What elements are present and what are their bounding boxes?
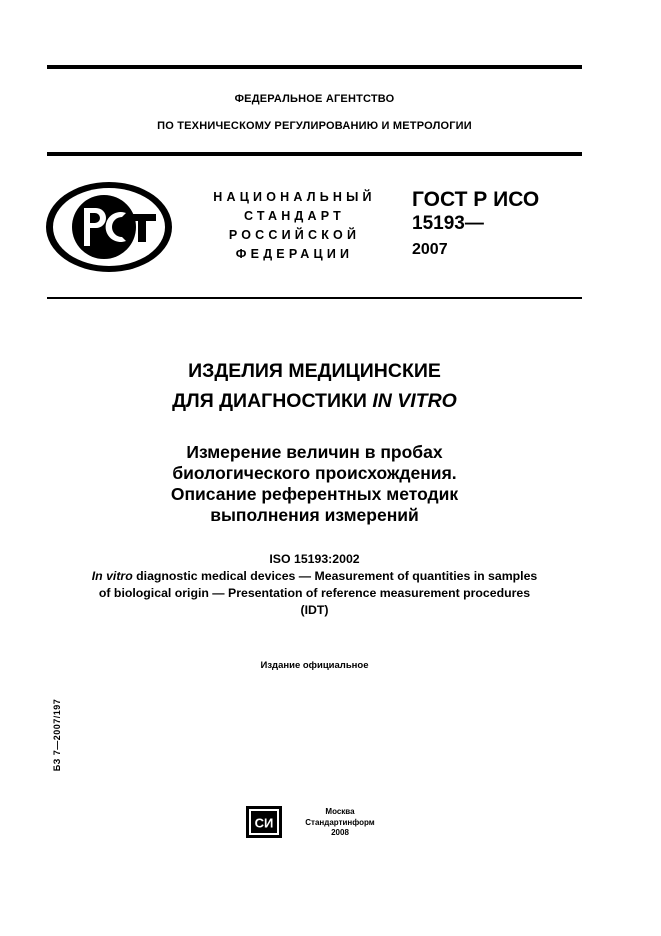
agency-name-line2: ПО ТЕХНИЧЕСКОМУ РЕГУЛИРОВАНИЮ И МЕТРОЛОГИИ — [157, 120, 472, 132]
subtitle-line: биологического происхождения. — [172, 463, 457, 483]
title-line1: ИЗДЕЛИЯ МЕДИЦИНСКИЕ — [188, 360, 441, 382]
subtitle-line: Измерение величин в пробах — [186, 442, 443, 462]
iso-reference — [47, 551, 582, 619]
publisher-info — [292, 807, 388, 839]
national-standard-line: ФЕДЕРАЦИИ — [235, 247, 354, 261]
side-code: БЗ 7—2007/197 — [52, 698, 62, 772]
national-standard-label — [202, 188, 387, 264]
iso-title-line2: of biological origin — Presentation of reference measurement procedures — [98, 586, 531, 600]
publisher-city: Москва — [325, 807, 355, 816]
document-subtitle — [47, 442, 582, 526]
rst-emblem-icon — [44, 180, 174, 274]
title-line2-prefix: ДЛЯ ДИАГНОСТИКИ — [172, 390, 373, 412]
iso-title-line1-rest: diagnostic medical devices — Measurement of quantities in samples — [132, 569, 538, 583]
standard-designation — [412, 188, 539, 261]
designation-line2: 15193— — [412, 213, 484, 234]
edition-label: Издание официальное — [260, 660, 369, 671]
title-line2-italic: IN VITRO — [372, 390, 457, 412]
top-rule — [47, 65, 582, 69]
document-title — [47, 356, 582, 416]
designation-year: 2007 — [412, 241, 448, 258]
subtitle-line: выполнения измерений — [210, 505, 419, 525]
title-line2 — [47, 386, 582, 416]
subtitle-line: Описание референтных методик — [170, 484, 459, 504]
iso-equivalence: (IDT) — [300, 603, 329, 617]
title-rule — [47, 297, 582, 299]
national-standard-line: НАЦИОНАЛЬНЫЙ — [213, 190, 376, 204]
national-standard-line: РОССИЙСКОЙ — [228, 228, 361, 242]
designation-line1: ГОСТ Р ИСО — [412, 188, 540, 211]
publisher-year: 2008 — [331, 828, 349, 837]
iso-title-italic: In vitro — [91, 569, 133, 583]
national-standard-line: СТАНДАРТ — [244, 209, 345, 223]
agency-name-line1: ФЕДЕРАЛЬНОЕ АГЕНТСТВО — [234, 93, 395, 105]
header-rule — [47, 152, 582, 156]
publisher-logo-text: СИ — [254, 815, 274, 831]
iso-code: ISO 15193:2002 — [269, 552, 360, 566]
iso-title-line1 — [47, 568, 582, 585]
publisher-name: Стандартинформ — [305, 817, 375, 827]
standartinform-logo-icon — [246, 806, 282, 838]
